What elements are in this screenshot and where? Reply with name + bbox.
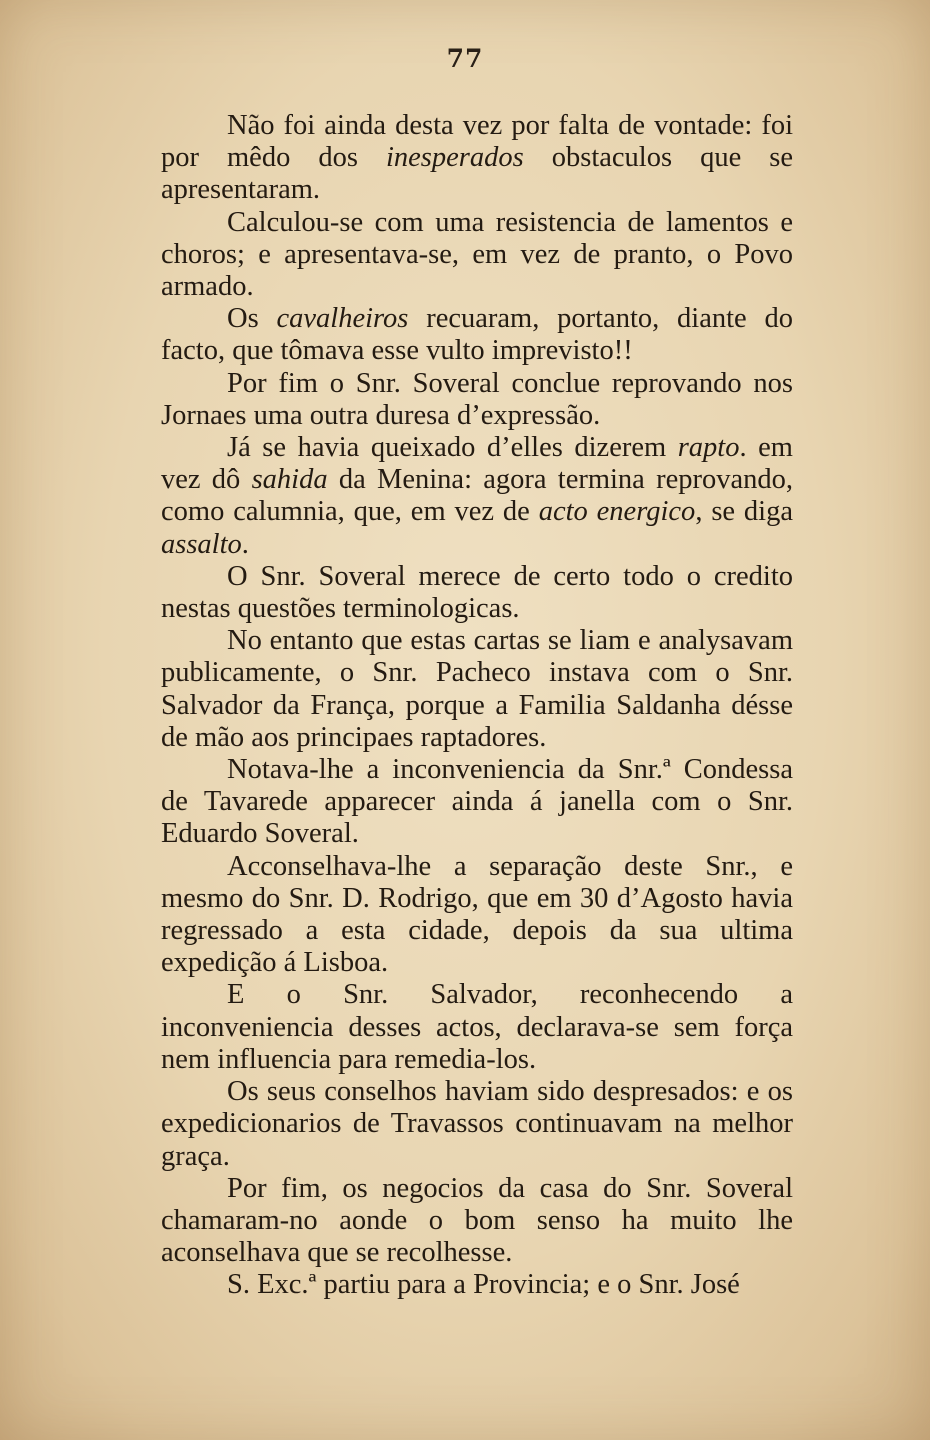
text-run: Calculou-se com uma resistencia de lamentos e choros; e apresentava-se, em vez de pranto, o Povo armado. [161, 206, 793, 303]
text-run: da Menina: agora termina reprovando, como calumnia, que, em vez de [161, 464, 793, 528]
text-run: recuaram, portanto, diante do facto, que tômava esse vulto imprevisto!! [161, 303, 793, 367]
paragraph [161, 110, 793, 207]
italic-text: inesperados [385, 142, 524, 174]
text-run: O Snr. Soveral merece de certo todo o credito nestas questões terminologicas. [161, 560, 793, 625]
body-text [161, 110, 793, 1302]
text-run: Acconselhava-lhe a separação deste Snr., e mesmo do Snr. D. Rodrigo, que em 30 d’Agosto havia regressado a esta cidade, depois da sua ultima expedição á Lisboa. [161, 850, 793, 979]
text-run: Os seus conselhos haviam sido despresados: e os expedicionarios de Travassos continuavam na melhor graça. [161, 1076, 793, 1172]
paragraph [161, 851, 793, 980]
text-run: S. Exc.ª partiu para a Provincia; e o Snr. José [227, 1269, 740, 1301]
paragraph [161, 207, 793, 304]
italic-text: sahida [251, 464, 328, 496]
text-run: No entanto que estas cartas se liam e analysavam publicamente, o Snr. Pacheco instava com o Snr. Salvador da França, porque a Familia Saldanha désse de mão aos principaes raptadores. [161, 625, 793, 753]
text-run: Notava-lhe a inconveniencia da Snr.ª Condessa de Tavarede apparecer ainda á janella com o Snr. Eduardo Soveral. [161, 754, 793, 850]
text-run: , se diga [695, 496, 793, 528]
paragraph [161, 561, 793, 625]
paragraph [161, 368, 793, 432]
text-run: E o Snr. Salvador, reconhecendo a inconveniencia desses actos, declarava-se sem força nem influencia para remedia-los. [161, 979, 793, 1075]
paragraph [161, 1269, 793, 1301]
paragraph [161, 754, 793, 851]
paragraph [161, 303, 793, 367]
text-run: Por fim, os negocios da casa do Snr. Soveral chamaram-no aonde o bom senso ha muito lhe aconselhava que se recolhesse. [161, 1172, 793, 1269]
text-run: . em vez dô [161, 432, 793, 496]
italic-text: assalto [161, 528, 242, 560]
italic-text: cavalheiros [276, 303, 409, 335]
page-number: 77 [446, 44, 484, 73]
italic-text: acto energico [538, 496, 696, 528]
italic-text: rapto [677, 432, 740, 464]
text-run: Por fim o Snr. Soveral conclue reprovando nos Jornaes uma outra duresa d’expressão. [161, 367, 793, 431]
paragraph [161, 625, 793, 754]
text-run: Os [227, 303, 277, 335]
text-run: . [241, 528, 249, 560]
text-run: Já se havia queixado d’elles dizerem [227, 432, 678, 464]
text-run: obstaculos que se apresentaram. [161, 142, 793, 206]
paragraph [161, 1076, 793, 1173]
paragraph [161, 432, 793, 561]
paragraph [161, 979, 793, 1076]
paragraph [161, 1173, 793, 1270]
text-run: Não foi ainda desta vez por falta de vontade: foi por mêdo dos [161, 110, 793, 174]
